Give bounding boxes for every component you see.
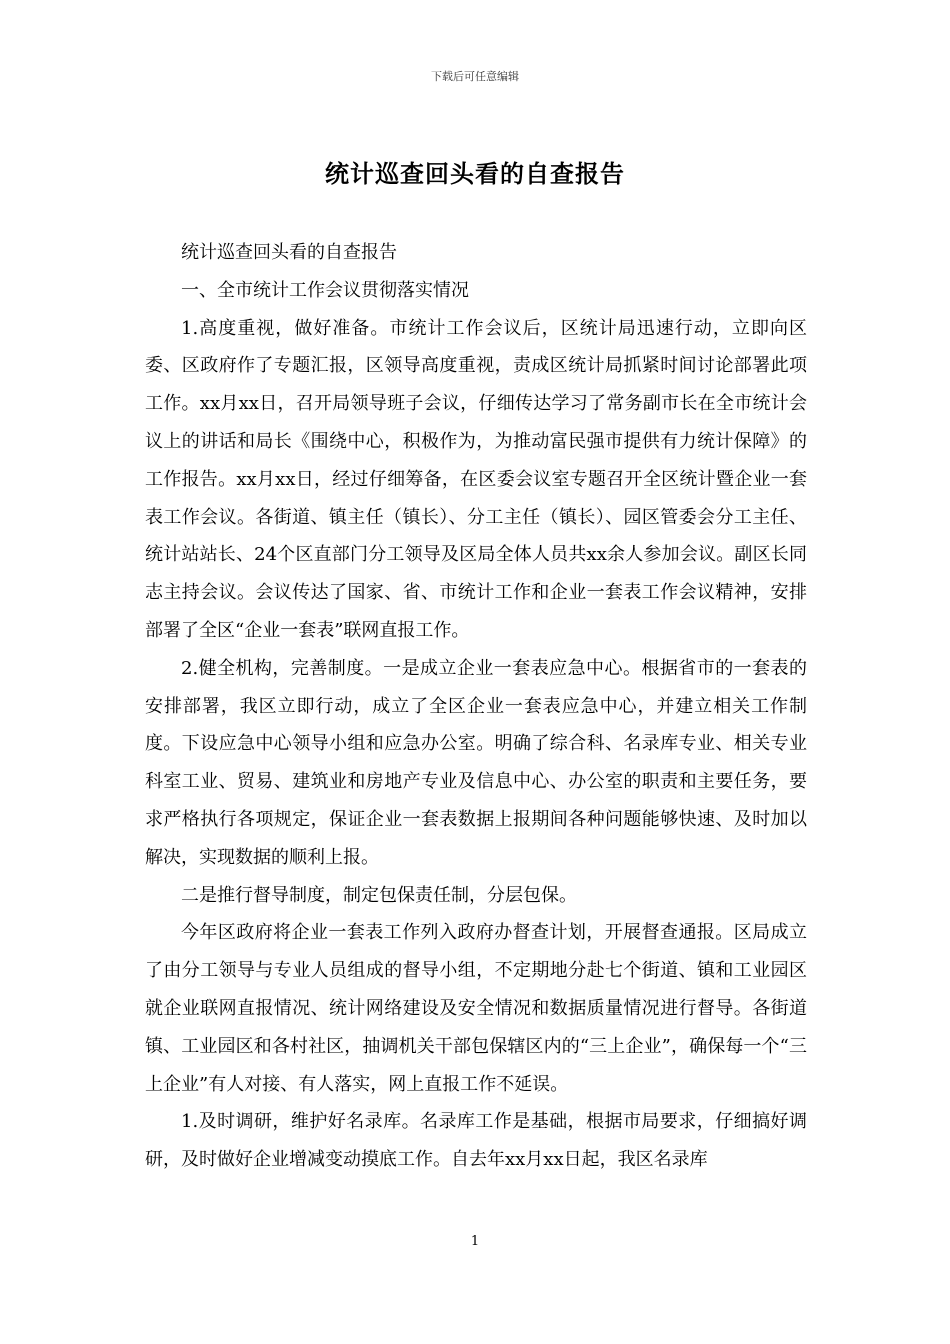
page-number: 1 (470, 1234, 480, 1249)
paragraph-item-2: 2.健全机构，完善制度。一是成立企业一套表应急中心。根据省市的一套表的安排部署，我区立即行动，成立了全区企业一套表应急中心，并建立相关工作制度。下设应急中心领导小组和应急办公室。明确了综合科、名录库专业、相关专业科室工业、贸易、建筑业和房地产专业及信息中心、办公室的职责和主要任务，要求严格执行各项规定，保证企业一套表数据上报期间各种问题能够快速、及时加以解决，实现数据的顺利上报。 (145, 657, 807, 868)
paragraph-item-1: 1.高度重视，做好准备。市统计工作会议后，区统计局迅速行动，立即向区委、区政府作了专题汇报，区领导高度重视，责成区统计局抓紧时间讨论部署此项工作。xx月xx日，召开局领导班子会议，仔细传达学习了常务副市长在全市统计会议上的讲话和局长《围绕中心，积极作为，为推动富民强市提供有力统计保障》的工作报告。xx月xx日，经过仔细筹备，在区委会议室专题召开全区统计暨企业一套表工作会议。各街道、镇主任（镇长）、分工主任（镇长）、园区管委会分工主任、统计站站长、24个区直部门分工领导及区局全体人员共xx余人参加会议。副区长同志主持会议。会议传达了国家、省、市统计工作和企业一套表工作会议精神，安排部署了全区“企业一套表”联网直报工作。 (145, 317, 807, 641)
paragraph-supervision: 今年区政府将企业一套表工作列入政府办督查计划，开展督查通报。区局成立了由分工领导与专业人员组成的督导小组，不定期地分赴七个街道、镇和工业园区就企业联网直报情况、统计网络建设及安全情况和数据质量情况进行督导。各街道镇、工业园区和各村社区，抽调机关干部包保辖区内的“三上企业”，确保每一个“三上企业”有人对接、有人落实，网上直报工作不延误。 (145, 922, 807, 1095)
paragraph-item-2b: 二是推行督导制度，制定包保责任制，分层包保。 (181, 884, 577, 906)
document-body (145, 234, 807, 1179)
paragraph-section-heading: 一、全市统计工作会议贯彻落实情况 (181, 279, 469, 301)
document-title: 统计巡查回头看的自查报告 (325, 160, 625, 188)
paragraph-subtitle: 统计巡查回头看的自查报告 (181, 242, 397, 263)
page-header-note: 下载后可任意编辑 (431, 70, 519, 83)
paragraph-item-research: 1.及时调研，维护好名录库。名录库工作是基础，根据市局要求，仔细搞好调研，及时做好企业增减变动摸底工作。自去年xx月xx日起，我区名录库 (145, 1111, 807, 1171)
